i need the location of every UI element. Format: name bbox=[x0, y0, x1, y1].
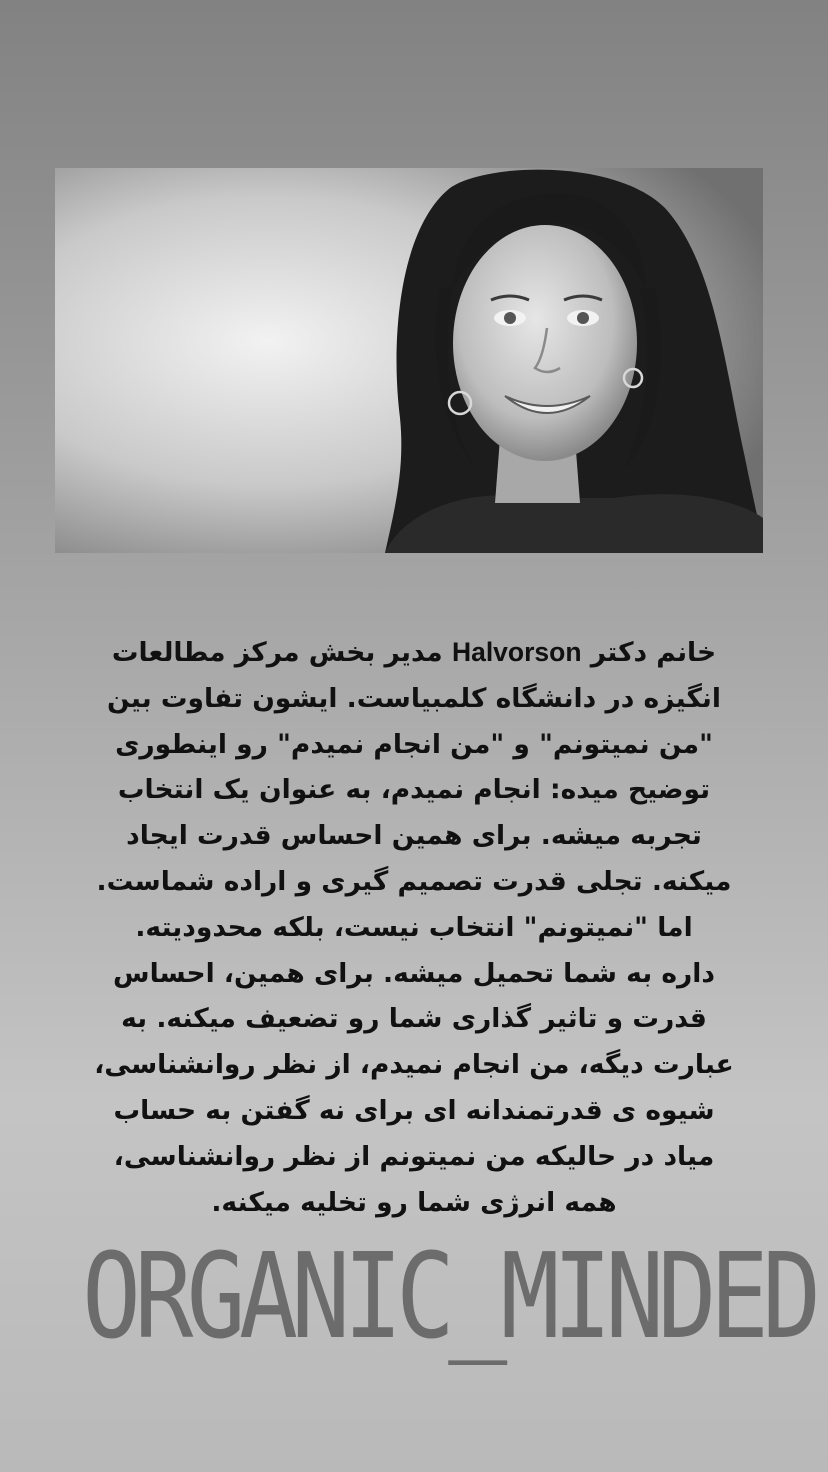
article-line-13: همه انرژی شما رو تخلیه میکنه. bbox=[211, 1186, 617, 1218]
article-line-6: میکنه. تجلی قدرت تصمیم گیری و اراده شماست. bbox=[96, 865, 732, 897]
article-line-8: داره به شما تحمیل میشه. برای همین، احساس bbox=[113, 957, 715, 989]
article-line-12: میاد در حالیکه من نمیتونم از نظر روانشناسی، bbox=[113, 1140, 715, 1172]
article-line-9: قدرت و تاثیر گذاری شما رو تضعیف میکنه. به bbox=[121, 1003, 707, 1035]
article-line-2: انگیزه در دانشگاه کلمبیاست. ایشون تفاوت بین bbox=[107, 682, 721, 714]
article-line-3: "من نمیتونم" و "من انجام نمیدم" رو اینطوری bbox=[115, 728, 713, 760]
article-line-10: عبارت دیگه، من انجام نمیدم، از نظر روانشناسی، bbox=[94, 1049, 734, 1081]
article-line-7: اما "نمیتونم" انتخاب نیست، بلکه محدودیته. bbox=[135, 911, 693, 943]
article-line-4: توضیح میده: انجام نمیدم، به عنوان یک انتخاب bbox=[117, 774, 711, 806]
portrait-illustration bbox=[55, 168, 763, 553]
article-line-1: خانم دکتر Halvorson مدیر بخش مرکز مطالعات bbox=[111, 637, 717, 668]
portrait-photo bbox=[55, 168, 763, 553]
name-halvorson: Halvorson bbox=[451, 637, 582, 667]
article-body bbox=[20, 630, 808, 1225]
article-line-5: تجربه میشه. برای همین احساس قدرت ایجاد bbox=[126, 820, 702, 852]
watermark-text: ORGANIC_MINDED bbox=[82, 1227, 815, 1365]
article-line-11: شیوه ی قدرتمندانه ای برای نه گفتن به حساب bbox=[113, 1094, 715, 1126]
